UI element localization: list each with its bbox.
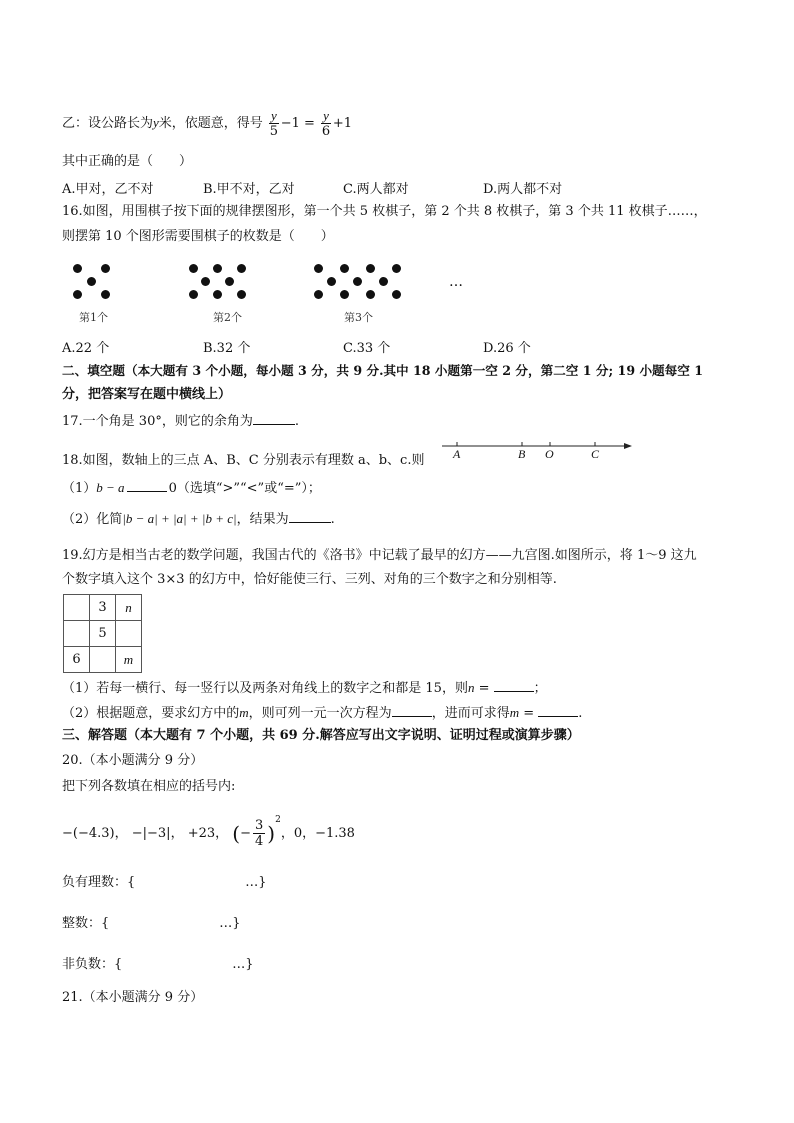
q19-line2: 个数字填入这个 3×3 的幻方中，恰好能使三行、三列、对角的三个数字之和分别相等. <box>62 572 557 587</box>
option-a: A.甲对，乙不对 <box>62 182 154 197</box>
grid-cell <box>64 621 90 647</box>
grid-cell <box>116 621 142 647</box>
go-stone <box>327 277 336 286</box>
figure-ellipsis: … <box>449 274 463 290</box>
q15-yi-line: 乙：设公路长为y米，依题意，得号 $\frac{y}{5}$ −1 = $\frac{y}{6}$ +1 <box>62 108 353 139</box>
grid-cell: 6 <box>64 647 90 673</box>
number-line <box>440 438 636 464</box>
q20-numbers: −(−4.3)， −|−3|， +23， (− $\frac{3}{4}$ )$^2$，0，−1.38 <box>62 814 355 849</box>
axis-label-a: A <box>453 447 461 461</box>
q17: 17.一个角是 30°，则它的余角为 . <box>62 414 299 429</box>
go-stone <box>392 264 401 273</box>
go-stone <box>101 264 110 273</box>
answer-blank <box>127 479 167 492</box>
answer-blank <box>289 510 331 523</box>
grid-cell: m <box>116 647 142 673</box>
option-c: C.两人都对 <box>343 182 409 197</box>
axis-label-c: C <box>591 447 600 461</box>
figure-label-3: 第3个 <box>344 311 373 324</box>
q20-category-nonnegative: 非负数：{ …} <box>62 957 254 972</box>
answer-blank <box>253 412 295 425</box>
go-stone <box>87 277 96 286</box>
answer-blank <box>538 704 578 717</box>
q18-part1: （1）b − a 0（选填“>”“<”或“=”）； <box>62 480 321 496</box>
q20-header: 20.（本小题满分 9 分） <box>62 753 204 768</box>
grid-cell <box>90 647 116 673</box>
fraction-y-over-6: $\frac{y}{6}$ <box>321 108 331 139</box>
figure-label-2: 第2个 <box>213 311 242 324</box>
q18-stem: 18.如图，数轴上的三点 A、B、C 分别表示有理数 a、b、c.则 <box>62 453 425 468</box>
q19-line1: 19.幻方是相当古老的数学问题，我国古代的《洛书》中记载了最早的幻方——九宫图.如图所示，将 1～9 这九 <box>62 548 697 563</box>
q21-header: 21.（本小题满分 9 分） <box>62 990 204 1005</box>
go-stone <box>101 290 110 299</box>
option-b: B.32 个 <box>203 341 251 356</box>
number-line-arrow-icon <box>624 443 632 449</box>
q20-category-integer: 整数：{ …} <box>62 916 241 931</box>
q16-line1: 16.如图，用围棋子按下面的规律摆图形，第一个共 5 枚棋子，第 2 个共 8 枚棋子，第 3 个共 11 枚棋子……， <box>62 204 707 219</box>
fraction-y-over-5: $\frac{y}{5}$ <box>269 108 278 139</box>
grid-cell: 3 <box>90 595 116 621</box>
figure-label-1: 第1个 <box>79 311 108 324</box>
go-stone <box>379 277 388 286</box>
fraction-3-over-4: $\frac{3}{4}$ <box>255 818 264 849</box>
go-stone <box>73 290 82 299</box>
q19-part2: （2）根据题意，要求幻方中的m，则可列一元一次方程为 ，进而可求得m = . <box>62 705 583 721</box>
section2-heading-line1: 二、填空题（本大题有 3 个小题，每小题 3 分，共 9 分.其中 18 小题第一空 2 分，第二空 1 分; 19 小题每空 1 <box>62 363 703 378</box>
q18-part2: （2）化简|b − a| + |a| + |b + c|，结果为 . <box>62 511 335 527</box>
go-stone <box>189 290 198 299</box>
go-stone <box>73 264 82 273</box>
axis-label-o: O <box>545 447 554 461</box>
go-stone <box>340 290 349 299</box>
go-stone <box>189 264 198 273</box>
go-stone <box>213 264 222 273</box>
go-stone <box>237 290 246 299</box>
go-stone <box>392 290 401 299</box>
go-stone <box>340 264 349 273</box>
magic-square-grid <box>63 594 142 673</box>
go-stone <box>366 290 375 299</box>
section2-heading-line2: 分，把答案写在题中横线上） <box>62 387 232 402</box>
option-a: A.22 个 <box>62 341 110 356</box>
go-stone <box>237 264 246 273</box>
go-stone <box>225 277 234 286</box>
go-stone <box>213 290 222 299</box>
go-stone <box>201 277 210 286</box>
answer-blank <box>494 679 534 692</box>
section3-heading: 三、解答题（本大题有 7 个小题，共 69 分.解答应写出文字说明、证明过程或演算步骤） <box>62 728 580 743</box>
go-stone <box>353 277 362 286</box>
grid-cell: 5 <box>90 621 116 647</box>
q20-category-negative-rational: 负有理数：{ …} <box>62 875 267 890</box>
grid-cell: n <box>116 595 142 621</box>
grid-cell <box>64 595 90 621</box>
option-d: D.两人都不对 <box>483 182 563 197</box>
q20-instruction: 把下列各数填在相应的括号内: <box>62 779 236 794</box>
option-d: D.26 个 <box>483 341 531 356</box>
go-stone <box>314 290 323 299</box>
axis-label-b: B <box>518 447 526 461</box>
q19-part1: （1）若每一横行、每一竖行以及两条对角线上的数字之和都是 15，则n = ； <box>62 680 547 696</box>
option-c: C.33 个 <box>343 341 391 356</box>
q16-line2: 则摆第 10 个图形需要围棋子的枚数是（ ） <box>62 229 334 244</box>
go-stone <box>314 264 323 273</box>
option-b: B.甲不对，乙对 <box>203 182 295 197</box>
go-stone <box>366 264 375 273</box>
answer-blank <box>392 704 432 717</box>
q15-stem: 其中正确的是（ ） <box>62 154 193 169</box>
